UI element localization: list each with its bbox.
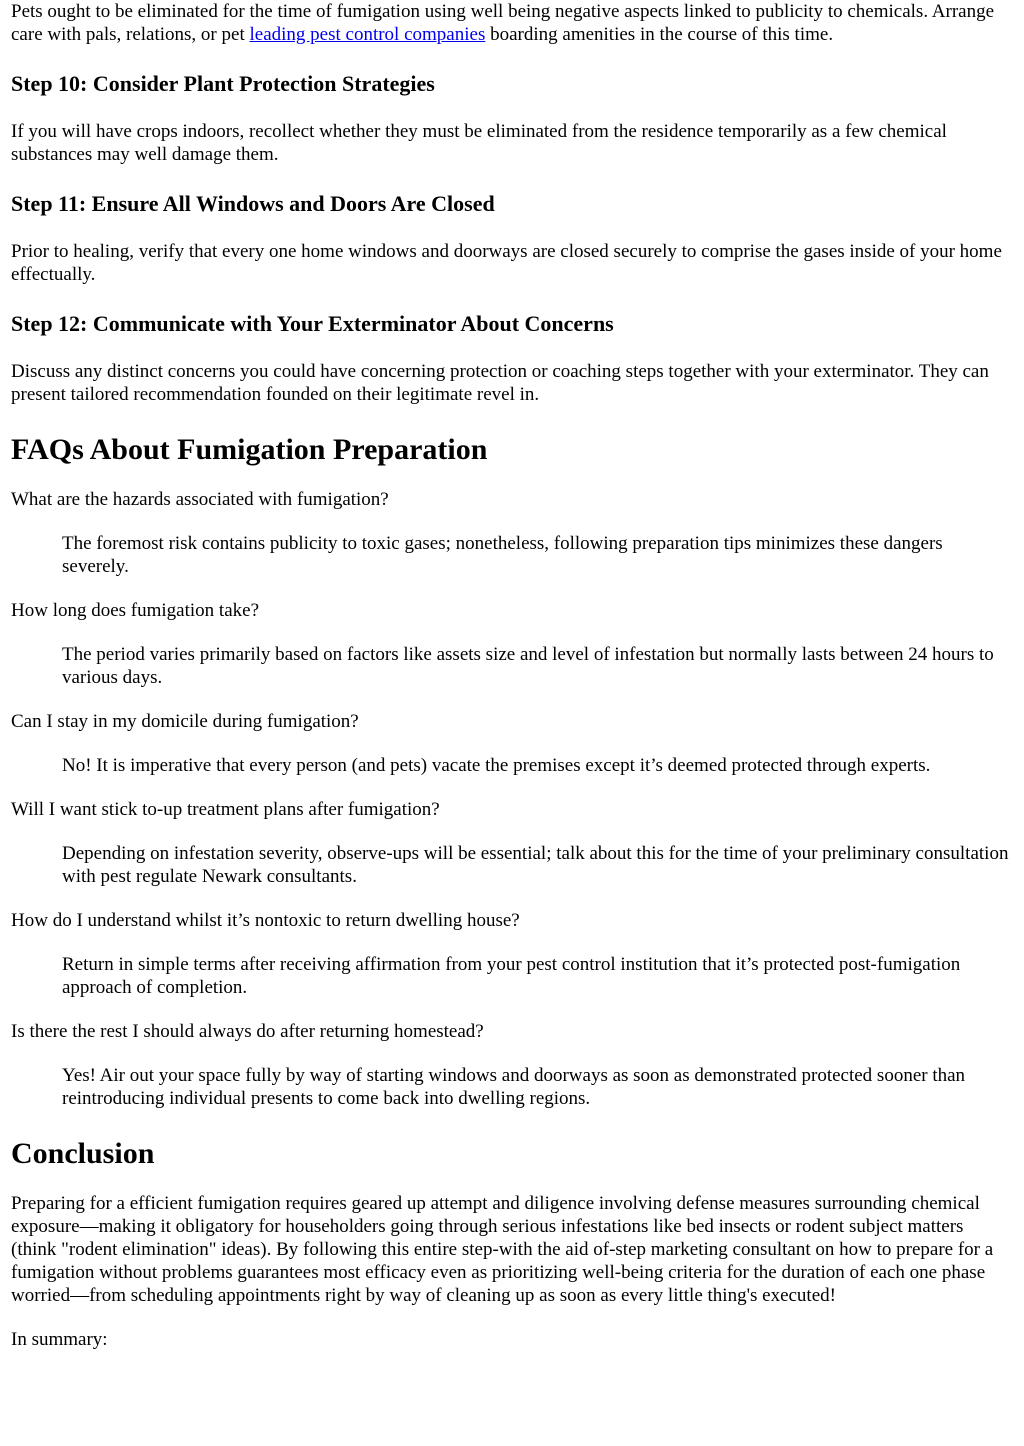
faq-answer: The period varies primarily based on factors like assets size and level of infestation but normally lasts between 24 hours to various days. xyxy=(62,644,994,688)
intro-text-before: Pets ought to be eliminated for the time of fumigation using well being negative aspects linked to publicity to chemicals. Arrange care with pals, relations, or pet xyxy=(11,1,995,45)
faq-answer: No! It is imperative that every person (and pets) vacate the premises except it’s deemed protected through experts. xyxy=(62,755,931,776)
faq-question: How do I understand whilst it’s nontoxic to return dwelling house? xyxy=(11,910,520,931)
intro-paragraph xyxy=(11,0,1013,46)
step-10-heading: Step 10: Consider Plant Protection Strategies xyxy=(11,71,435,96)
step-12-heading: Step 12: Communicate with Your Exterminator About Concerns xyxy=(11,311,614,336)
faq-answer: Depending on infestation severity, observe-ups will be essential; talk about this for the time of your preliminary consultation with pest regulate Newark consultants. xyxy=(62,843,1009,887)
step-10-body: If you will have crops indoors, recollect whether they must be eliminated from the residence temporarily as a few chemical substances may well damage them. xyxy=(11,121,947,165)
step-11-heading: Step 11: Ensure All Windows and Doors Are Closed xyxy=(11,191,495,216)
faq-question: Will I want stick to-up treatment plans after fumigation? xyxy=(11,799,440,820)
faq-question: Can I stay in my domicile during fumigation? xyxy=(11,711,359,732)
faq-question: What are the hazards associated with fumigation? xyxy=(11,489,389,510)
faq-answer: The foremost risk contains publicity to toxic gases; nonetheless, following preparation tips minimizes these dangers severely. xyxy=(62,533,943,577)
intro-text-after: boarding amenities in the course of this time. xyxy=(485,24,834,45)
leading-pest-control-link[interactable]: leading pest control companies xyxy=(249,24,486,45)
faq-question: Is there the rest I should always do after returning homestead? xyxy=(11,1021,484,1042)
step-11-body: Prior to healing, verify that every one home windows and doorways are closed securely to comprise the gases inside of your home effectually. xyxy=(11,241,1002,285)
faq-answer: Yes! Air out your space fully by way of starting windows and doorways as soon as demonstrated protected sooner than reintroducing individual presents to come back into dwelling regions. xyxy=(62,1065,966,1109)
conclusion-body: Preparing for a efficient fumigation requires geared up attempt and diligence involving defense measures surrounding chemical exposure—making it obligatory for householders going through serious infestations like bed insects or rodent subject matters (think "rodent elimination" ideas). By following this entire step-with the aid of-step marketing consultant on how to prepare for a fumigation without problems guarantees most efficacy even as prioritizing well-being criteria for the duration of each one phase worried—from scheduling appointments right by way of cleaning up as soon as every little thing's executed! xyxy=(11,1193,994,1306)
summary-label: In summary: xyxy=(11,1329,108,1350)
conclusion-heading: Conclusion xyxy=(11,1137,155,1170)
step-12-body: Discuss any distinct concerns you could have concerning protection or coaching steps together with your exterminator. They can present tailored recommendation founded on their legitimate revel in. xyxy=(11,361,989,405)
faq-question: How long does fumigation take? xyxy=(11,600,260,621)
faq-heading: FAQs About Fumigation Preparation xyxy=(11,433,488,466)
faq-answer: Return in simple terms after receiving affirmation from your pest control institution that it’s protected post-fumigation approach of completion. xyxy=(62,954,961,998)
faq-list xyxy=(11,488,1013,1110)
